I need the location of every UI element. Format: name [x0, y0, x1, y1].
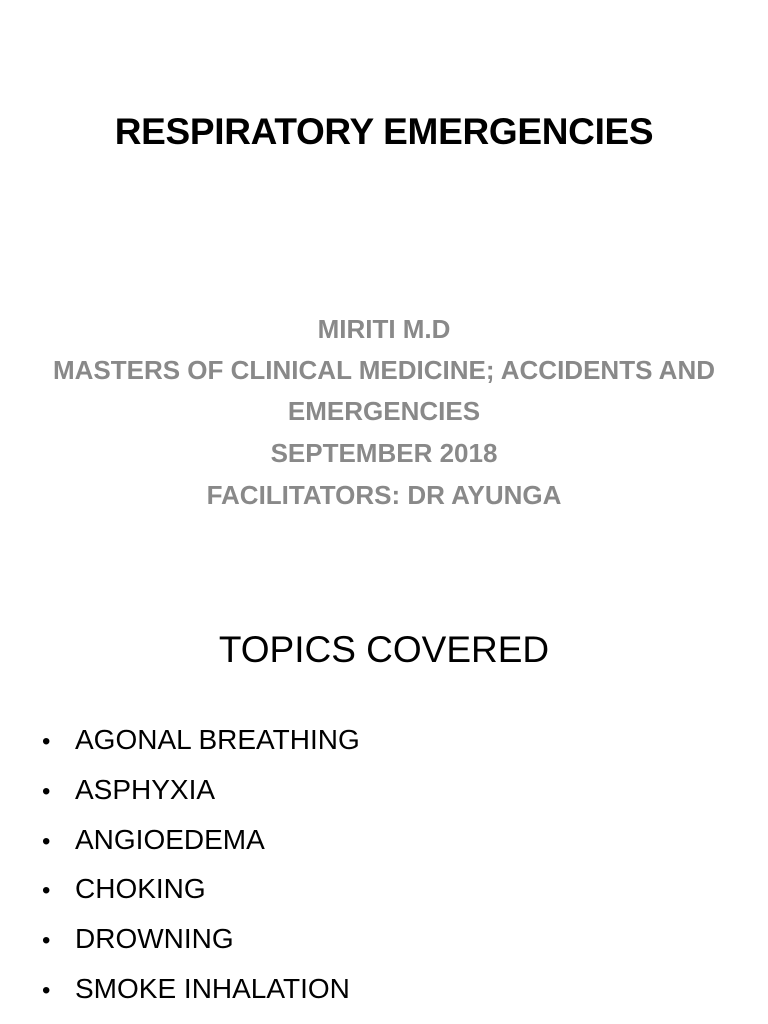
bullet-icon: • [42, 976, 51, 1004]
topics-title: TOPICS COVERED [218, 629, 550, 670]
list-item [42, 865, 360, 915]
list-item [42, 816, 360, 866]
facilitators-text: FACILITATORS: DR AYUNGA [206, 480, 562, 510]
list-item [42, 716, 360, 766]
topic-label: SMOKE INHALATION [75, 972, 350, 1004]
slide-title: RESPIRATORY EMERGENCIES [114, 111, 654, 152]
author-name: MIRITI M.D [317, 314, 451, 344]
bullet-icon: • [42, 827, 51, 855]
list-item [42, 915, 360, 965]
topic-label: ASPHYXIA [75, 773, 216, 805]
topic-label: CHOKING [75, 873, 206, 905]
list-item [42, 766, 360, 816]
subtitle-block [0, 308, 768, 516]
bullet-icon: • [42, 777, 51, 805]
topic-label: ANGIOEDEMA [75, 823, 265, 855]
topics-slide [0, 576, 768, 1024]
bullet-icon: • [42, 728, 51, 755]
list-item [42, 965, 360, 1015]
topics-list [42, 716, 360, 1015]
bullet-icon: • [42, 877, 51, 905]
topic-label: DROWNING [75, 923, 234, 955]
presentation-date: SEPTEMBER 2018 [270, 438, 498, 468]
degree-text: MASTERS OF CLINICAL MEDICINE; ACCIDENTS AND EMERGENCIES [52, 355, 716, 426]
bullet-icon: • [42, 927, 51, 955]
topic-label: AGONAL BREATHING [75, 724, 360, 755]
